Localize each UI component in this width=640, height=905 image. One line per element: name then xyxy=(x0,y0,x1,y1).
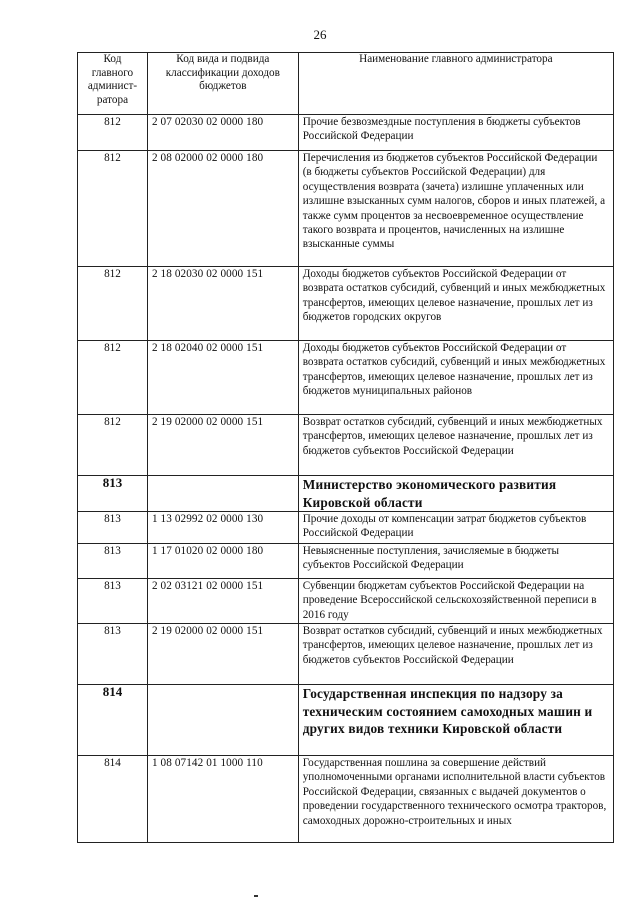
page-number: 26 xyxy=(313,27,327,42)
header-income-code: Код вида и подвида классификации доходов бюджетов xyxy=(147,53,298,115)
income-name-cell: Возврат остатков субсидий, субвенций и иных межбюджетных трансфертов, имеющих целевое назначение, прошлых лет из бюджетов субъектов Российской Федерации xyxy=(298,624,613,685)
income-name-cell: Возврат остатков субсидий, субвенций и иных межбюджетных трансфертов, имеющих целевое назначение, прошлых лет из бюджетов субъектов Российской Федерации xyxy=(298,415,613,476)
income-name-cell: Государственная пошлина за совершение действий уполномоченными органами исполнительной власти субъектов Российской Федерации, связанных с выдачей документов о проведении государственного технического осмотра тракторов, самоходных дорожно-строительных и иных xyxy=(298,756,613,843)
income-administrators-table xyxy=(77,52,614,843)
income-code-cell: 2 08 02000 02 0000 180 xyxy=(147,151,298,267)
income-code-cell: 1 13 02992 02 0000 130 xyxy=(147,512,298,544)
admin-code-cell: 814 xyxy=(78,685,148,756)
income-name-cell: Прочие доходы от компенсации затрат бюджетов субъектов Российской Федерации xyxy=(298,512,613,544)
administrator-row xyxy=(78,476,614,512)
income-code-cell: 2 02 03121 02 0000 151 xyxy=(147,579,298,624)
table-row xyxy=(78,115,614,151)
table-row xyxy=(78,341,614,415)
income-name-cell: Доходы бюджетов субъектов Российской Федерации от возврата остатков субсидий, субвенций и иных межбюджетных трансфертов, имеющих целевое назначение, прошлых лет из бюджетов городских округов xyxy=(298,267,613,341)
income-name-cell: Доходы бюджетов субъектов Российской Федерации от возврата остатков субсидий, субвенций и иных межбюджетных трансфертов, имеющих целевое назначение, прошлых лет из бюджетов муниципальных районов xyxy=(298,341,613,415)
header-admin-name: Наименование главного администратора xyxy=(298,53,613,115)
income-code-cell: 2 19 02000 02 0000 151 xyxy=(147,624,298,685)
income-name-cell: Субвенции бюджетам субъектов Российской Федерации на проведение Всероссийской сельскохозяйственной переписи в 2016 году xyxy=(298,579,613,624)
admin-code-cell: 813 xyxy=(78,512,148,544)
administrator-name-cell: Министерство экономического развития Кировской области xyxy=(298,476,613,512)
admin-code-cell: 814 xyxy=(78,756,148,843)
administrator-name-cell: Государственная инспекция по надзору за техническим состоянием самоходных машин и других видов техники Кировской области xyxy=(298,685,613,756)
header-admin-code: Код главного админист-ратора xyxy=(78,53,148,115)
table-row xyxy=(78,267,614,341)
admin-code-cell: 812 xyxy=(78,341,148,415)
income-code-cell xyxy=(147,685,298,756)
income-name-cell: Прочие безвозмездные поступления в бюджеты субъектов Российской Федерации xyxy=(298,115,613,151)
admin-code-cell: 812 xyxy=(78,267,148,341)
income-name-cell: Невыясненные поступления, зачисляемые в бюджеты субъектов Российской Федерации xyxy=(298,544,613,579)
table-row xyxy=(78,579,614,624)
table-row xyxy=(78,544,614,579)
income-code-cell: 1 08 07142 01 1000 110 xyxy=(147,756,298,843)
admin-code-cell: 812 xyxy=(78,415,148,476)
administrator-row xyxy=(78,685,614,756)
income-code-cell: 2 19 02000 02 0000 151 xyxy=(147,415,298,476)
table-row xyxy=(78,415,614,476)
admin-code-cell: 812 xyxy=(78,115,148,151)
table-row xyxy=(78,151,614,267)
admin-code-cell: 813 xyxy=(78,579,148,624)
scan-mark xyxy=(254,895,258,897)
admin-code-cell: 813 xyxy=(78,544,148,579)
income-name-cell: Перечисления из бюджетов субъектов Российской Федерации (в бюджеты субъектов Российской Федерации) для осуществления возврата (зачета) излишне уплаченных или излишне взысканных сумм налогов, сборов и иных платежей, а также сумм процентов за несвоевременное осуществление такого возврата и процентов, начисленных на излишне взысканные суммы xyxy=(298,151,613,267)
income-code-cell xyxy=(147,476,298,512)
income-code-cell: 2 18 02040 02 0000 151 xyxy=(147,341,298,415)
table-row xyxy=(78,756,614,843)
table-row xyxy=(78,624,614,685)
admin-code-cell: 812 xyxy=(78,151,148,267)
admin-code-cell: 813 xyxy=(78,476,148,512)
income-code-cell: 2 07 02030 02 0000 180 xyxy=(147,115,298,151)
admin-code-cell: 813 xyxy=(78,624,148,685)
income-code-cell: 2 18 02030 02 0000 151 xyxy=(147,267,298,341)
income-code-cell: 1 17 01020 02 0000 180 xyxy=(147,544,298,579)
table-header-row xyxy=(78,53,614,115)
table-row xyxy=(78,512,614,544)
